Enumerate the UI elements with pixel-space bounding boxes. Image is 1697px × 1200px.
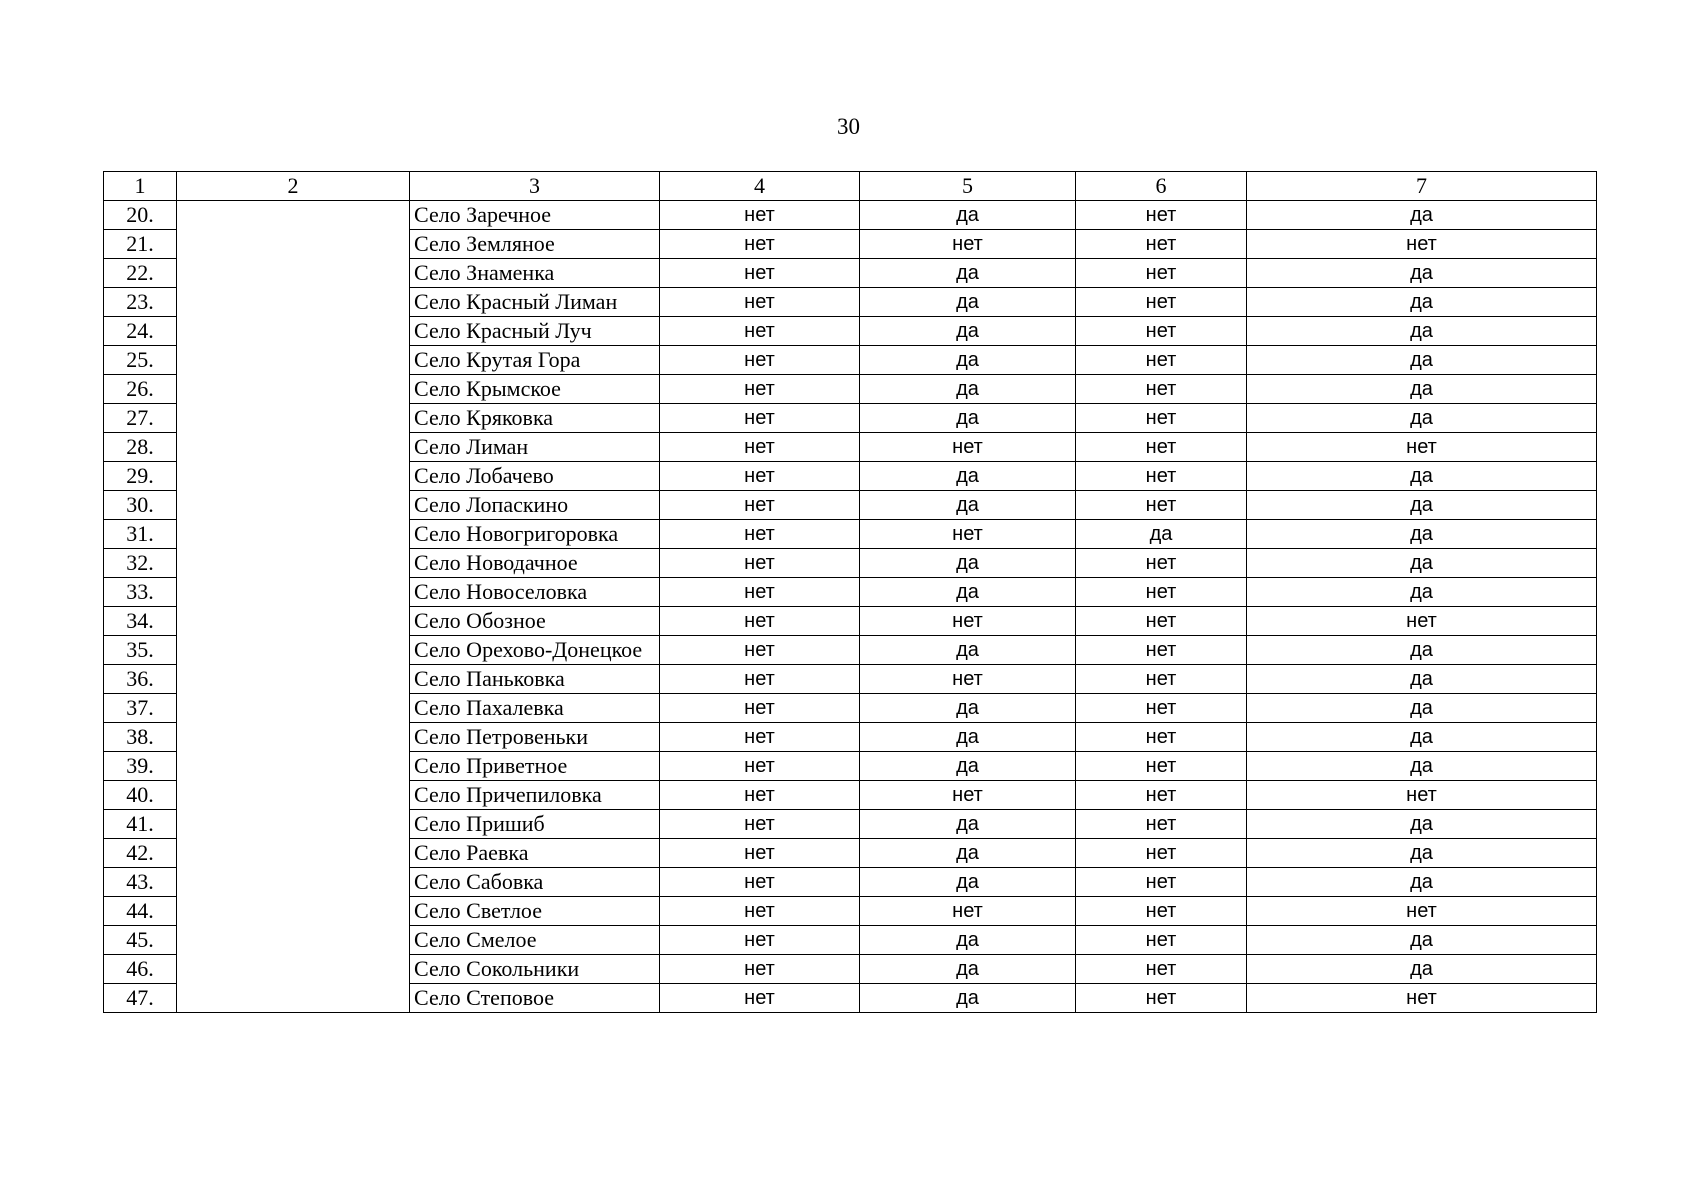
value-col-7: да	[1247, 636, 1597, 665]
settlement-name: Село Сабовка	[410, 868, 660, 897]
value-col-7: да	[1247, 520, 1597, 549]
value-col-7: да	[1247, 868, 1597, 897]
value-col-4: нет	[660, 201, 860, 230]
column-header: 6	[1076, 172, 1247, 201]
column-header: 7	[1247, 172, 1597, 201]
value-col-5: нет	[860, 230, 1076, 259]
value-col-5: да	[860, 317, 1076, 346]
value-col-4: нет	[660, 404, 860, 433]
value-col-6: нет	[1076, 723, 1247, 752]
settlement-name: Село Крутая Гора	[410, 346, 660, 375]
value-col-7: да	[1247, 404, 1597, 433]
value-col-4: нет	[660, 462, 860, 491]
value-col-6: нет	[1076, 259, 1247, 288]
column-header: 5	[860, 172, 1076, 201]
column-header: 2	[177, 172, 410, 201]
value-col-4: нет	[660, 288, 860, 317]
value-col-4: нет	[660, 839, 860, 868]
settlement-name: Село Заречное	[410, 201, 660, 230]
settlement-name: Село Раевка	[410, 839, 660, 868]
value-col-5: да	[860, 636, 1076, 665]
value-col-7: нет	[1247, 897, 1597, 926]
value-col-5: да	[860, 810, 1076, 839]
value-col-5: да	[860, 462, 1076, 491]
value-col-6: нет	[1076, 578, 1247, 607]
row-number: 27.	[104, 404, 177, 433]
value-col-7: да	[1247, 955, 1597, 984]
settlement-name: Село Земляное	[410, 230, 660, 259]
value-col-5: да	[860, 259, 1076, 288]
value-col-6: нет	[1076, 694, 1247, 723]
value-col-5: да	[860, 694, 1076, 723]
row-number: 30.	[104, 491, 177, 520]
value-col-5: да	[860, 984, 1076, 1013]
value-col-7: да	[1247, 201, 1597, 230]
value-col-6: нет	[1076, 781, 1247, 810]
row-number: 37.	[104, 694, 177, 723]
value-col-6: нет	[1076, 433, 1247, 462]
value-col-4: нет	[660, 926, 860, 955]
value-col-7: да	[1247, 752, 1597, 781]
value-col-6: нет	[1076, 346, 1247, 375]
row-number: 45.	[104, 926, 177, 955]
value-col-7: да	[1247, 288, 1597, 317]
value-col-6: нет	[1076, 926, 1247, 955]
value-col-7: да	[1247, 549, 1597, 578]
value-col-4: нет	[660, 694, 860, 723]
value-col-7: да	[1247, 694, 1597, 723]
value-col-7: да	[1247, 491, 1597, 520]
value-col-4: нет	[660, 346, 860, 375]
value-col-6: нет	[1076, 375, 1247, 404]
value-col-6: нет	[1076, 230, 1247, 259]
settlement-name: Село Приветное	[410, 752, 660, 781]
value-col-6: нет	[1076, 607, 1247, 636]
value-col-5: нет	[860, 433, 1076, 462]
settlement-name: Село Новодачное	[410, 549, 660, 578]
region-cell	[177, 201, 410, 1013]
value-col-4: нет	[660, 549, 860, 578]
value-col-5: да	[860, 491, 1076, 520]
value-col-7: да	[1247, 926, 1597, 955]
settlement-name: Село Лиман	[410, 433, 660, 462]
value-col-5: да	[860, 926, 1076, 955]
value-col-5: нет	[860, 607, 1076, 636]
value-col-4: нет	[660, 578, 860, 607]
value-col-6: нет	[1076, 984, 1247, 1013]
value-col-5: нет	[860, 781, 1076, 810]
value-col-4: нет	[660, 491, 860, 520]
value-col-6: нет	[1076, 868, 1247, 897]
row-number: 36.	[104, 665, 177, 694]
table-row	[104, 201, 1597, 230]
value-col-4: нет	[660, 810, 860, 839]
value-col-6: нет	[1076, 839, 1247, 868]
row-number: 20.	[104, 201, 177, 230]
settlement-name: Село Красный Луч	[410, 317, 660, 346]
value-col-6: нет	[1076, 897, 1247, 926]
value-col-5: да	[860, 578, 1076, 607]
value-col-7: да	[1247, 723, 1597, 752]
row-number: 47.	[104, 984, 177, 1013]
settlement-name: Село Пришиб	[410, 810, 660, 839]
row-number: 22.	[104, 259, 177, 288]
column-header: 4	[660, 172, 860, 201]
settlement-name: Село Новоселовка	[410, 578, 660, 607]
settlement-name: Село Петровеньки	[410, 723, 660, 752]
settlement-name: Село Знаменка	[410, 259, 660, 288]
value-col-6: нет	[1076, 404, 1247, 433]
row-number: 38.	[104, 723, 177, 752]
value-col-7: да	[1247, 839, 1597, 868]
row-number: 34.	[104, 607, 177, 636]
row-number: 35.	[104, 636, 177, 665]
row-number: 44.	[104, 897, 177, 926]
value-col-6: нет	[1076, 752, 1247, 781]
settlement-name: Село Пахалевка	[410, 694, 660, 723]
settlement-name: Село Крымское	[410, 375, 660, 404]
row-number: 29.	[104, 462, 177, 491]
value-col-7: да	[1247, 810, 1597, 839]
row-number: 40.	[104, 781, 177, 810]
value-col-6: нет	[1076, 810, 1247, 839]
value-col-6: да	[1076, 520, 1247, 549]
value-col-5: да	[860, 549, 1076, 578]
value-col-4: нет	[660, 607, 860, 636]
row-number: 32.	[104, 549, 177, 578]
row-number: 23.	[104, 288, 177, 317]
settlement-name: Село Смелое	[410, 926, 660, 955]
settlement-name: Село Обозное	[410, 607, 660, 636]
value-col-4: нет	[660, 897, 860, 926]
value-col-4: нет	[660, 955, 860, 984]
row-number: 26.	[104, 375, 177, 404]
value-col-6: нет	[1076, 462, 1247, 491]
settlement-name: Село Лобачево	[410, 462, 660, 491]
table-body	[104, 201, 1597, 1013]
column-header: 1	[104, 172, 177, 201]
row-number: 39.	[104, 752, 177, 781]
settlement-name: Село Причепиловка	[410, 781, 660, 810]
value-col-5: нет	[860, 520, 1076, 549]
settlement-name: Село Орехово-Донецкое	[410, 636, 660, 665]
value-col-7: да	[1247, 578, 1597, 607]
value-col-4: нет	[660, 433, 860, 462]
row-number: 21.	[104, 230, 177, 259]
settlement-name: Село Кряковка	[410, 404, 660, 433]
value-col-5: да	[860, 955, 1076, 984]
value-col-4: нет	[660, 868, 860, 897]
value-col-6: нет	[1076, 636, 1247, 665]
row-number: 42.	[104, 839, 177, 868]
value-col-4: нет	[660, 520, 860, 549]
value-col-6: нет	[1076, 955, 1247, 984]
row-number: 31.	[104, 520, 177, 549]
value-col-7: нет	[1247, 781, 1597, 810]
column-header: 3	[410, 172, 660, 201]
value-col-5: нет	[860, 665, 1076, 694]
settlement-name: Село Красный Лиман	[410, 288, 660, 317]
value-col-5: да	[860, 346, 1076, 375]
value-col-4: нет	[660, 230, 860, 259]
value-col-5: да	[860, 752, 1076, 781]
value-col-4: нет	[660, 723, 860, 752]
value-col-5: да	[860, 404, 1076, 433]
value-col-4: нет	[660, 636, 860, 665]
value-col-5: да	[860, 868, 1076, 897]
value-col-7: да	[1247, 665, 1597, 694]
settlement-name: Село Паньковка	[410, 665, 660, 694]
value-col-5: да	[860, 201, 1076, 230]
header-row	[104, 172, 1597, 201]
value-col-6: нет	[1076, 288, 1247, 317]
value-col-5: да	[860, 288, 1076, 317]
value-col-7: да	[1247, 462, 1597, 491]
value-col-6: нет	[1076, 491, 1247, 520]
value-col-7: нет	[1247, 230, 1597, 259]
value-col-6: нет	[1076, 665, 1247, 694]
row-number: 24.	[104, 317, 177, 346]
value-col-5: да	[860, 723, 1076, 752]
value-col-7: нет	[1247, 607, 1597, 636]
value-col-4: нет	[660, 781, 860, 810]
value-col-6: нет	[1076, 549, 1247, 578]
value-col-7: да	[1247, 346, 1597, 375]
value-col-4: нет	[660, 375, 860, 404]
settlements-table	[103, 171, 1597, 1013]
value-col-7: да	[1247, 375, 1597, 404]
settlement-name: Село Лопаскино	[410, 491, 660, 520]
value-col-7: нет	[1247, 433, 1597, 462]
value-col-6: нет	[1076, 201, 1247, 230]
value-col-4: нет	[660, 259, 860, 288]
settlement-name: Село Степовое	[410, 984, 660, 1013]
page-number: 30	[837, 114, 860, 139]
row-number: 46.	[104, 955, 177, 984]
row-number: 43.	[104, 868, 177, 897]
value-col-4: нет	[660, 752, 860, 781]
settlement-name: Село Новогригоровка	[410, 520, 660, 549]
row-number: 28.	[104, 433, 177, 462]
settlement-name: Село Светлое	[410, 897, 660, 926]
row-number: 41.	[104, 810, 177, 839]
value-col-4: нет	[660, 665, 860, 694]
row-number: 33.	[104, 578, 177, 607]
value-col-4: нет	[660, 317, 860, 346]
settlement-name: Село Сокольники	[410, 955, 660, 984]
value-col-7: да	[1247, 317, 1597, 346]
value-col-5: да	[860, 375, 1076, 404]
value-col-7: да	[1247, 259, 1597, 288]
value-col-6: нет	[1076, 317, 1247, 346]
value-col-4: нет	[660, 984, 860, 1013]
value-col-7: нет	[1247, 984, 1597, 1013]
value-col-5: нет	[860, 897, 1076, 926]
value-col-5: да	[860, 839, 1076, 868]
row-number: 25.	[104, 346, 177, 375]
